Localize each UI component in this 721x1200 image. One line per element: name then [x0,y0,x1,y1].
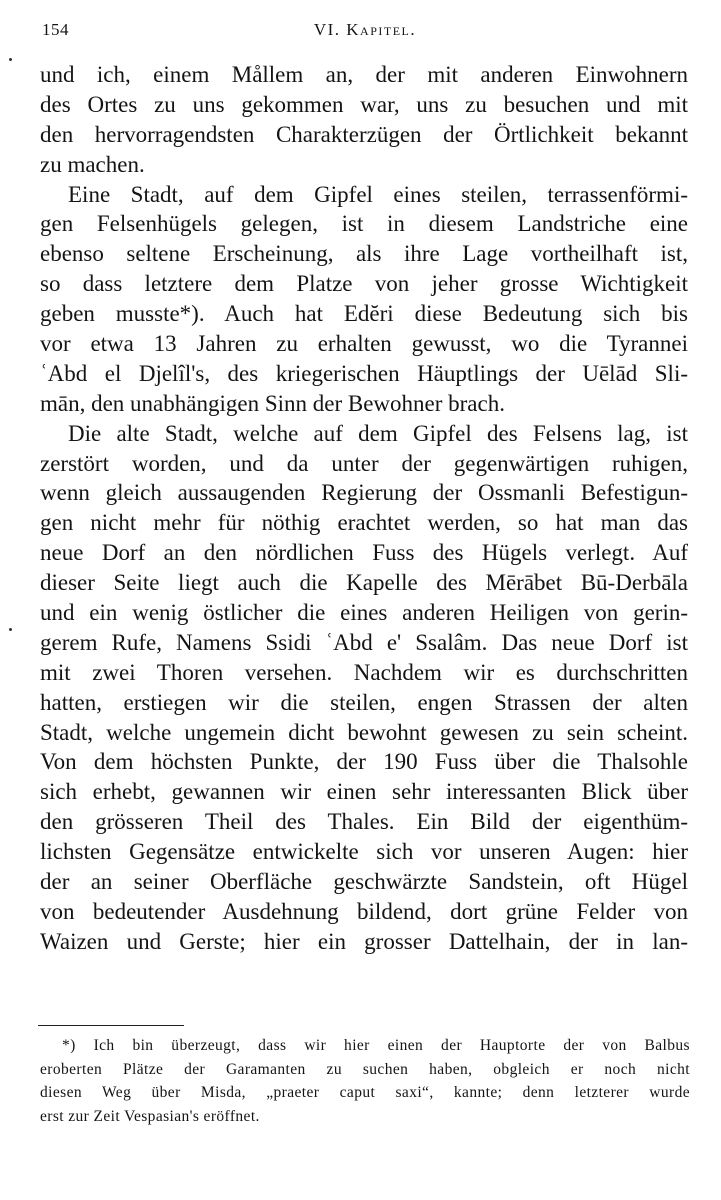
text-line: von bedeutender Ausdehnung bildend, dort grüne Felder von [40,898,688,924]
text-line: Stadt, welche ungemein dicht bewohnt gewesen zu sein scheint. [40,719,688,745]
text-line: neue Dorf an den nördlichen Fuss des Hügels verlegt. Auf [40,540,688,566]
text-line: den grösseren Theil des Thales. Ein Bild der eigenthüm- [40,809,688,835]
text-line: zu machen. [40,151,145,177]
footnote-line: diesen Weg über Misda, „praeter caput saxi“, kannte; denn letzterer wurde [40,1084,690,1101]
margin-speck [9,58,12,61]
text-line: des Ortes zu uns gekommen war, uns zu besuchen und mit [40,91,688,117]
text-line: gen Felsenhügels gelegen, ist in diesem Landstriche eine [40,211,688,237]
text-line: und ich, einem Mållem an, der mit anderen Einwohnern [40,62,688,87]
text-line: den hervorragendsten Charakterzügen der Örtlichkeit bekannt [40,121,688,147]
text-line: Waizen und Gerste; hier ein grosser Dattelhain, der in lan- [40,928,688,954]
paragraph [40,419,688,957]
text-line: sich erhebt, gewannen wir einen sehr interessanten Blick über [40,779,688,805]
margin-speck [9,628,12,631]
text-line: Eine Stadt, auf dem Gipfel eines steilen, terrassenförmi- [68,181,688,207]
text-line: gerem Rufe, Namens Ssidi ʿAbd e' Ssalâm. Das neue Dorf ist [40,629,688,655]
text-line: lichsten Gegensätze entwickelte sich vor unseren Augen: hier [40,839,688,865]
text-line: wenn gleich aussaugenden Regierung der Ossmanli Befestigun- [40,480,688,506]
footnote-line: *) Ich bin überzeugt, dass wir hier einen der Hauptorte der von Balbus [62,1037,690,1054]
text-line: und ein wenig östlicher die eines anderen Heiligen von gerin- [40,600,688,626]
paragraph [40,180,688,419]
running-head: VI. Kapitel. [313,20,417,39]
text-line: der an seiner Oberfläche geschwärzte Sandstein, oft Hügel [40,869,688,895]
footnote-line: eroberten Plätze der Garamanten zu suchen haben, obgleich er noch nicht [40,1060,690,1078]
text-line: so dass letztere dem Platze von jeher grosse Wichtigkeit [40,271,688,297]
text-line: ʿAbd el Djelîl's, des kriegerischen Häuptlings der Uēlād Sli- [40,360,688,386]
text-line: mān, den unabhängigen Sinn der Bewohner brach. [40,390,505,416]
footnote-divider [38,1025,184,1026]
text-line: vor etwa 13 Jahren zu erhalten gewusst, wo die Tyrannei [40,331,688,357]
footnote-line: erst zur Zeit Vespasian's eröffnet. [40,1107,260,1125]
page-header [40,20,690,44]
text-line: dieser Seite liegt auch die Kapelle des Mērābet Bū-Derbāla [40,570,688,596]
text-line: Die alte Stadt, welche auf dem Gipfel des Felsens lag, ist [68,420,688,446]
text-line: Von dem höchsten Punkte, der 190 Fuss über die Thalsohle [40,749,688,775]
footnote [40,1034,690,1128]
text-line: mit zwei Thoren versehen. Nachdem wir es durchschritten [40,659,688,685]
text-line: hatten, erstiegen wir die steilen, engen Strassen der alten [40,689,688,715]
page-number: 154 [42,20,69,39]
paragraph [40,60,688,180]
text-line: zerstört worden, und da unter der gegenwärtigen ruhigen, [40,450,688,476]
text-line: geben musste*). Auch hat Edĕri diese Bedeutung sich bis [40,301,688,327]
body-text [40,60,688,957]
text-line: ebenso seltene Erscheinung, als ihre Lage vortheilhaft ist, [40,241,688,267]
text-line: gen nicht mehr für nöthig erachtet werden, so hat man das [40,510,688,536]
